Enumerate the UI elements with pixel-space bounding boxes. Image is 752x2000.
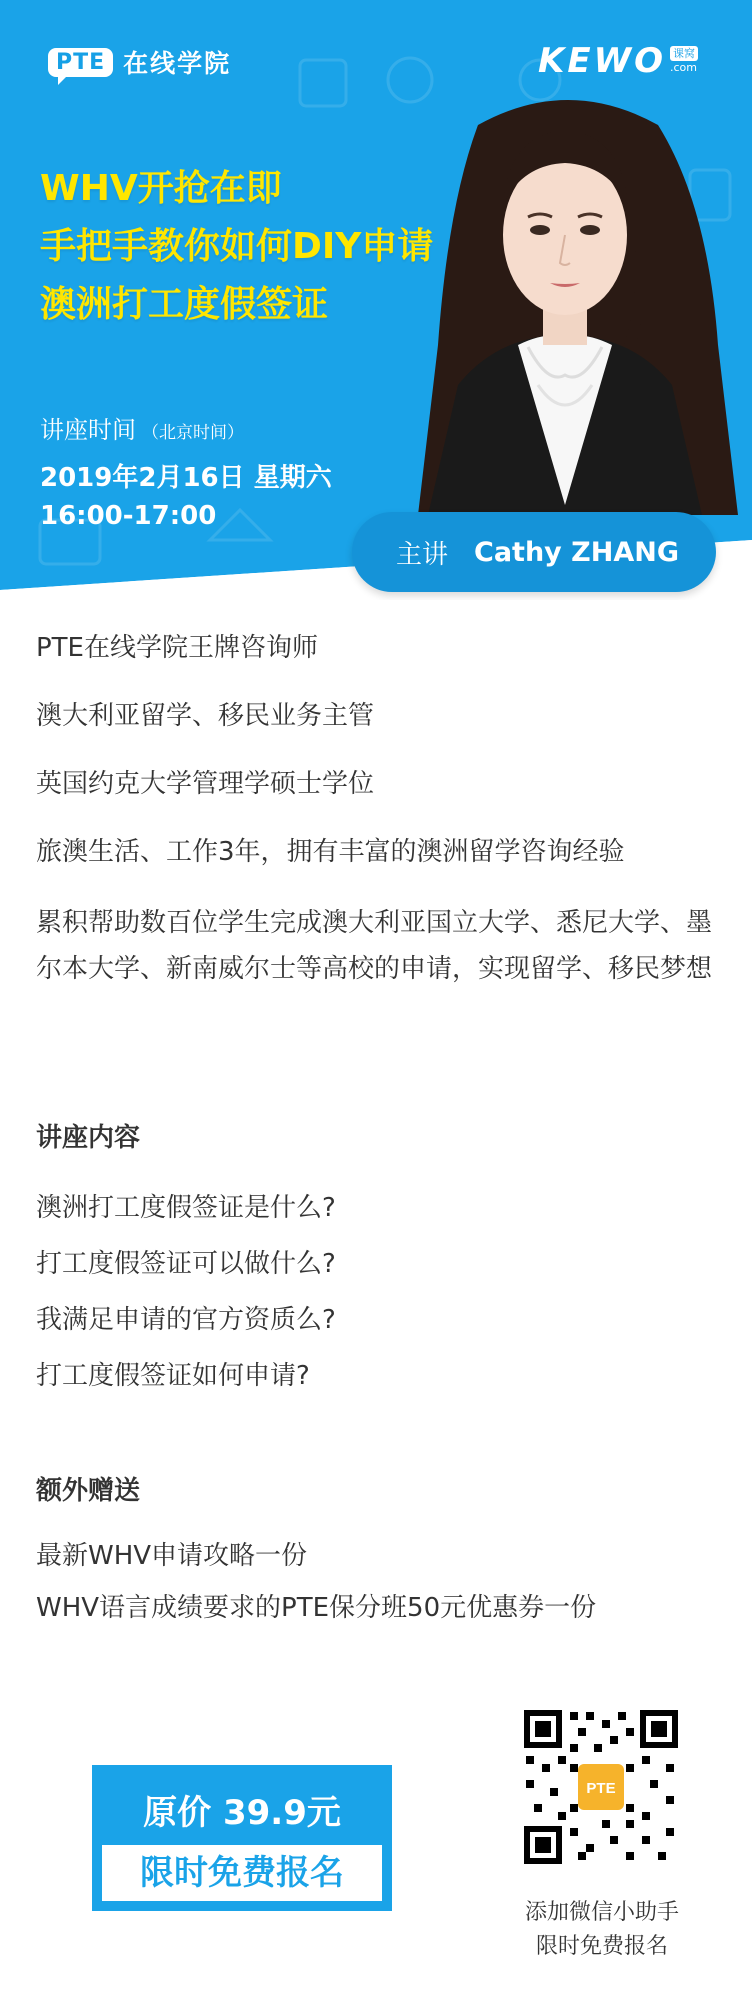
kewo-domain: .com [670, 61, 697, 74]
list-item: 澳洲打工度假签证是什么? [36, 1193, 336, 1223]
free-register-button[interactable]: 限时免费报名 [102, 1845, 382, 1901]
hero-banner [0, 0, 752, 600]
hero-title-line-1: WHV开抢在即 [40, 168, 282, 209]
list-item: 我满足申请的官方资质么? [36, 1305, 336, 1335]
gift-list [36, 1530, 716, 1634]
pte-badge: PTE [48, 48, 113, 77]
qr-caption-line-2: 限时免费报名 [535, 1934, 668, 1959]
speaker-role: 主讲 [396, 539, 449, 570]
kewo-logo [538, 41, 698, 81]
timezone-note: （北京时间） [142, 423, 244, 443]
lecture-time-label: 讲座时间 （北京时间） [40, 416, 244, 444]
bio-line: 旅澳生活、工作3年，拥有丰富的澳洲留学咨询经验 [36, 837, 625, 867]
qr-caption-line-1: 添加微信小助手 [524, 1900, 679, 1925]
pte-brand-name: 在线学院 [123, 49, 232, 78]
content-section-title: 讲座内容 [36, 1123, 141, 1153]
gift-section-title: 额外赠送 [36, 1476, 141, 1506]
speaker-portrait [378, 85, 752, 515]
original-price: 原价 39.9元 [143, 1793, 341, 1833]
qr-center-badge: PTE [586, 1780, 616, 1797]
list-item: 打工度假签证可以做什么? [36, 1249, 336, 1279]
wechat-qr-code[interactable] [520, 1706, 682, 1868]
bio-line: 英国约克大学管理学硕士学位 [36, 769, 375, 799]
kewo-cn-label: 课窝 [670, 46, 698, 61]
list-item: WHV语言成绩要求的PTE保分班50元优惠券一份 [36, 1593, 597, 1623]
bio-line: PTE在线学院王牌咨询师 [36, 633, 318, 663]
lecture-date: 2019年2月16日 星期六 [40, 463, 332, 493]
kewo-wordmark: KEWO [538, 41, 666, 81]
speaker-bio [36, 628, 716, 1020]
pte-logo [48, 44, 231, 80]
speaker-pill [352, 512, 716, 592]
qr-caption [500, 1896, 704, 1964]
content-list [36, 1180, 716, 1404]
list-item: 打工度假签证如何申请? [36, 1361, 310, 1391]
list-item: 最新WHV申请攻略一份 [36, 1541, 308, 1571]
hero-title-line-3: 澳洲打工度假签证 [40, 284, 329, 325]
price-box[interactable] [92, 1765, 392, 1911]
hero-title-line-2: 手把手教你如何DIY申请 [40, 226, 434, 267]
lecture-time: 16:00-17:00 [40, 501, 217, 531]
speaker-name: Cathy ZHANG [474, 536, 680, 568]
hero-title [40, 160, 433, 334]
bio-line: 澳大利亚留学、移民业务主管 [36, 701, 375, 731]
bio-line: 累积帮助数百位学生完成澳大利亚国立大学、悉尼大学、墨尔本大学、新南威尔士等高校的申请，实现留学、移民梦想 [36, 908, 713, 984]
